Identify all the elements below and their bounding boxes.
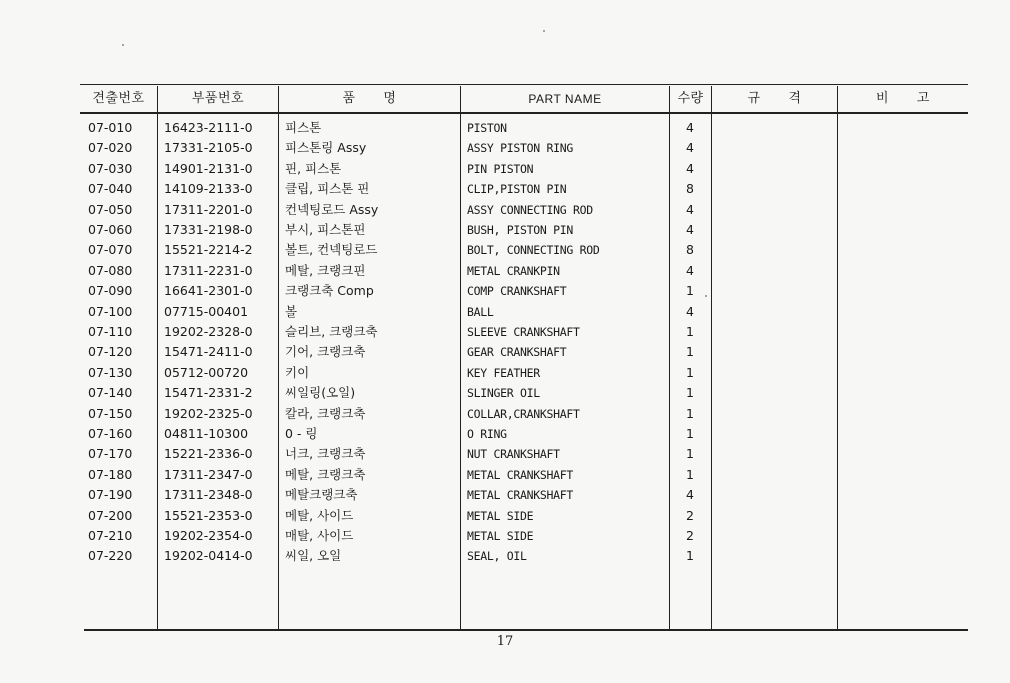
cell-item-no: 07-010 bbox=[88, 120, 133, 135]
cell-quantity: 1 bbox=[686, 446, 694, 462]
table-row bbox=[0, 240, 1010, 260]
cell-item-no: 07-070 bbox=[88, 242, 133, 258]
table-row bbox=[0, 118, 1010, 138]
table-row bbox=[0, 261, 1010, 281]
cell-part-name: COMP CRANKSHAFT bbox=[467, 284, 567, 299]
cell-part-number: 17311-2348-0 bbox=[164, 487, 253, 503]
cell-part-name: METAL SIDE bbox=[467, 529, 534, 543]
table-row bbox=[0, 383, 1010, 403]
cell-part-number: 17331-2198-0 bbox=[164, 222, 253, 237]
cell-item-no: 07-040 bbox=[88, 181, 133, 197]
table-row bbox=[0, 220, 1010, 240]
header-part-no: 부품번호 bbox=[191, 91, 245, 106]
cell-quantity: 4 bbox=[686, 201, 694, 217]
page-number: 17 bbox=[496, 634, 514, 649]
header-part-name: PART NAME bbox=[528, 92, 602, 106]
cell-part-number: 14901-2131-0 bbox=[164, 160, 253, 176]
cell-korean-name: 컨넥팅로드 Assy bbox=[285, 201, 379, 217]
cell-part-number: 15221-2336-0 bbox=[164, 446, 253, 462]
cell-item-no: 07-210 bbox=[88, 528, 133, 543]
header-qty: 수량 bbox=[677, 91, 704, 106]
cell-korean-name: 메탈, 크랭크축 bbox=[285, 466, 366, 482]
cell-item-no: 07-170 bbox=[88, 446, 133, 462]
cell-korean-name: 핀, 피스톤 bbox=[285, 160, 342, 176]
cell-item-no: 07-020 bbox=[88, 140, 133, 156]
cell-quantity: 1 bbox=[686, 405, 694, 421]
table-row bbox=[0, 424, 1010, 444]
cell-item-no: 07-080 bbox=[88, 262, 133, 278]
table-row bbox=[0, 179, 1010, 199]
cell-quantity: 2 bbox=[686, 528, 694, 543]
table-row bbox=[0, 465, 1010, 485]
header-korean-name: 품 명 bbox=[342, 91, 397, 106]
table-row bbox=[0, 485, 1010, 505]
cell-quantity: 1 bbox=[686, 324, 694, 339]
cell-quantity: 4 bbox=[686, 303, 694, 319]
cell-item-no: 07-050 bbox=[88, 201, 133, 217]
cell-part-name: O RING bbox=[467, 427, 507, 441]
cell-part-number: 17311-2201-0 bbox=[164, 201, 253, 217]
scan-speck bbox=[122, 44, 124, 46]
cell-item-no: 07-220 bbox=[88, 548, 133, 564]
table-top-border bbox=[80, 84, 968, 85]
cell-part-name: KEY FEATHER bbox=[467, 365, 540, 380]
table-row bbox=[0, 404, 1010, 424]
cell-korean-name: 메탈, 크랭크핀 bbox=[285, 262, 366, 278]
cell-part-name: PIN PISTON bbox=[467, 161, 534, 176]
cell-part-number: 16423-2111-0 bbox=[164, 120, 253, 135]
cell-item-no: 07-100 bbox=[88, 303, 133, 319]
cell-korean-name: 기어, 크랭크축 bbox=[285, 344, 366, 360]
cell-item-no: 07-160 bbox=[88, 426, 133, 441]
cell-quantity: 4 bbox=[686, 120, 694, 135]
cell-part-name: CLIP,PISTON PIN bbox=[467, 182, 567, 197]
cell-part-number: 17311-2231-0 bbox=[164, 262, 253, 278]
cell-korean-name: 부시, 피스톤핀 bbox=[285, 222, 366, 237]
table-row bbox=[0, 281, 1010, 301]
cell-item-no: 07-090 bbox=[88, 283, 133, 299]
cell-quantity: 8 bbox=[686, 242, 694, 258]
cell-part-number: 19202-0414-0 bbox=[164, 548, 253, 564]
cell-korean-name: 칼라, 크랭크축 bbox=[285, 405, 366, 421]
cell-part-name: SLEEVE CRANKSHAFT bbox=[467, 325, 580, 339]
cell-korean-name: 매탈, 사이드 bbox=[285, 528, 354, 543]
table-row bbox=[0, 444, 1010, 464]
cell-part-name: METAL CRANKSHAFT bbox=[467, 467, 573, 482]
cell-quantity: 1 bbox=[686, 426, 694, 441]
cell-part-name: METAL SIDE bbox=[467, 508, 534, 523]
cell-part-name: METAL CRANKSHAFT bbox=[467, 488, 573, 503]
table-row bbox=[0, 363, 1010, 383]
cell-part-name: ASSY CONNECTING ROD bbox=[467, 202, 593, 217]
cell-part-number: 19202-2354-0 bbox=[164, 528, 253, 543]
cell-korean-name: 씨일링(오일) bbox=[285, 385, 356, 401]
cell-quantity: 8 bbox=[686, 181, 694, 197]
cell-part-number: 15521-2353-0 bbox=[164, 507, 253, 523]
cell-quantity: 4 bbox=[686, 222, 694, 237]
table-row bbox=[0, 159, 1010, 179]
cell-part-name: PISTON bbox=[467, 121, 507, 135]
cell-item-no: 07-110 bbox=[88, 324, 133, 339]
cell-quantity: 1 bbox=[686, 548, 694, 564]
cell-quantity: 4 bbox=[686, 262, 694, 278]
table-row bbox=[0, 322, 1010, 342]
cell-part-name: SEAL, OIL bbox=[467, 549, 527, 564]
cell-korean-name: 볼 bbox=[285, 303, 298, 319]
cell-korean-name: 키이 bbox=[285, 364, 310, 380]
cell-part-number: 14109-2133-0 bbox=[164, 181, 253, 197]
cell-korean-name: 메탈크랭크축 bbox=[285, 487, 358, 503]
table-row bbox=[0, 546, 1010, 566]
cell-korean-name: 피스톤 bbox=[285, 120, 322, 135]
cell-item-no: 07-200 bbox=[88, 507, 133, 523]
cell-korean-name: 크랭크축 Comp bbox=[285, 283, 374, 299]
cell-korean-name: 볼트, 컨넥팅로드 bbox=[285, 242, 378, 258]
header-no: 견출번호 bbox=[92, 91, 145, 106]
table-row bbox=[0, 342, 1010, 362]
cell-korean-name: 씨일, 오일 bbox=[285, 548, 342, 564]
cell-part-number: 16641-2301-0 bbox=[164, 283, 253, 299]
cell-part-number: 17331-2105-0 bbox=[164, 140, 253, 156]
cell-quantity: 4 bbox=[686, 160, 694, 176]
cell-part-number: 17311-2347-0 bbox=[164, 466, 253, 482]
table-bottom-border bbox=[84, 629, 968, 631]
cell-quantity: 4 bbox=[686, 140, 694, 156]
cell-korean-name: 클립, 피스톤 핀 bbox=[285, 181, 370, 197]
table-row bbox=[0, 138, 1010, 158]
cell-part-name: BOLT, CONNECTING ROD bbox=[467, 243, 600, 258]
cell-part-name: BUSH, PISTON PIN bbox=[467, 223, 573, 237]
table-row bbox=[0, 302, 1010, 322]
cell-quantity: 4 bbox=[686, 487, 694, 503]
cell-item-no: 07-130 bbox=[88, 364, 133, 380]
cell-item-no: 07-140 bbox=[88, 385, 133, 401]
scan-speck bbox=[543, 30, 545, 32]
cell-part-number: 19202-2325-0 bbox=[164, 405, 253, 421]
scan-speck bbox=[705, 295, 707, 297]
cell-item-no: 07-180 bbox=[88, 466, 133, 482]
cell-part-number: 07715-00401 bbox=[164, 303, 249, 319]
cell-korean-name: 피스톤링 Assy bbox=[285, 140, 367, 156]
cell-part-number: 19202-2328-0 bbox=[164, 324, 253, 339]
cell-quantity: 1 bbox=[686, 344, 694, 360]
cell-part-number: 15471-2411-0 bbox=[164, 344, 253, 360]
cell-korean-name: 0 - 링 bbox=[285, 426, 318, 441]
cell-quantity: 1 bbox=[686, 364, 694, 380]
cell-korean-name: 메탈, 사이드 bbox=[285, 507, 354, 523]
header-spec: 규 격 bbox=[747, 91, 802, 106]
cell-part-name: METAL CRANKPIN bbox=[467, 263, 560, 278]
table-row bbox=[0, 506, 1010, 526]
cell-part-name: NUT CRANKSHAFT bbox=[467, 447, 560, 462]
cell-part-number: 05712-00720 bbox=[164, 364, 249, 380]
cell-quantity: 2 bbox=[686, 507, 694, 523]
cell-part-name: COLLAR,CRANKSHAFT bbox=[467, 406, 580, 421]
cell-part-number: 15521-2214-2 bbox=[164, 242, 253, 258]
table-row bbox=[0, 200, 1010, 220]
cell-item-no: 07-190 bbox=[88, 487, 133, 503]
cell-item-no: 07-120 bbox=[88, 344, 133, 360]
cell-part-number: 04811-10300 bbox=[164, 426, 249, 441]
cell-part-name: GEAR CRANKSHAFT bbox=[467, 345, 567, 360]
cell-part-number: 15471-2331-2 bbox=[164, 385, 253, 401]
header-remarks: 비 고 bbox=[876, 91, 930, 106]
cell-item-no: 07-030 bbox=[88, 160, 133, 176]
cell-part-name: BALL bbox=[467, 304, 494, 319]
cell-item-no: 07-150 bbox=[88, 405, 133, 421]
header-bottom-border bbox=[80, 112, 968, 114]
cell-part-name: SLINGER OIL bbox=[467, 386, 540, 401]
cell-quantity: 1 bbox=[686, 385, 694, 401]
cell-quantity: 1 bbox=[686, 466, 694, 482]
cell-korean-name: 너크, 크랭크축 bbox=[285, 446, 366, 462]
cell-part-name: ASSY PISTON RING bbox=[467, 141, 573, 156]
cell-quantity: 1 bbox=[686, 283, 694, 299]
table-row bbox=[0, 526, 1010, 546]
cell-item-no: 07-060 bbox=[88, 222, 133, 237]
cell-korean-name: 슬리브, 크랭크축 bbox=[285, 324, 378, 339]
